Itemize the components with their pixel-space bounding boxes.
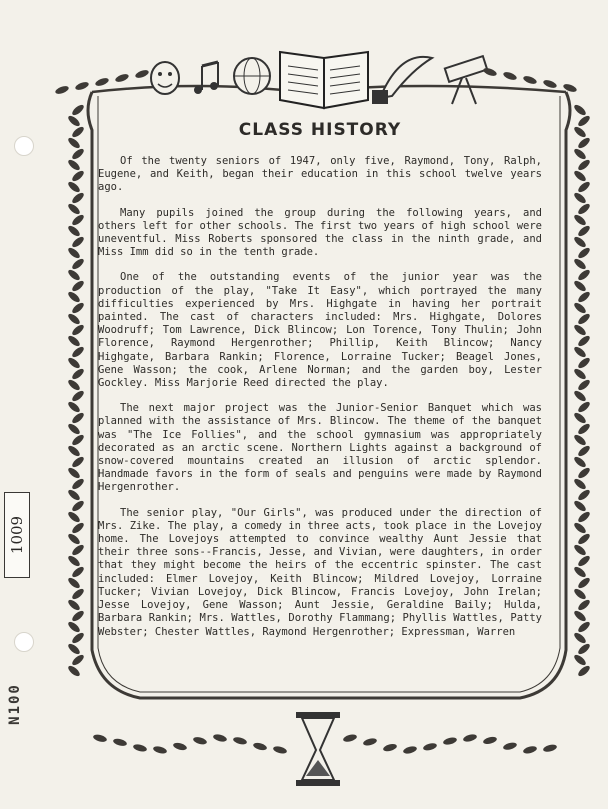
leaf [542, 79, 557, 90]
leaf [577, 576, 592, 590]
leaf [67, 642, 82, 656]
leaf [252, 742, 267, 752]
leaf [71, 191, 86, 205]
leaf [573, 543, 588, 557]
leaf [573, 301, 588, 315]
leaf [71, 345, 86, 359]
leaf [134, 69, 149, 80]
leaf [577, 356, 592, 370]
leaf [67, 378, 82, 392]
leaf [573, 653, 588, 667]
leaf [67, 290, 82, 304]
leaf [71, 565, 86, 579]
leaf [71, 411, 86, 425]
leaf [577, 400, 592, 414]
leaf [573, 499, 588, 513]
history-text [98, 155, 542, 639]
leaf [502, 741, 517, 751]
leaf [67, 576, 82, 590]
leaf [577, 378, 592, 392]
leaf [502, 71, 517, 82]
leaf [342, 733, 357, 743]
leaf [67, 422, 82, 436]
open-book-icon [280, 52, 368, 108]
leaf [382, 743, 397, 753]
leaf [462, 733, 477, 743]
drama-masks-icon [151, 62, 179, 94]
leaf [67, 334, 82, 348]
leaf [573, 125, 588, 139]
leaf [422, 742, 437, 752]
music-notes-icon [194, 62, 218, 94]
paragraph: One of the outstanding events of the junior year was the production of the play, "Take It Easy", which portrayed the many difficulties experienced by Mrs. Highgate in having her portrait painted. The cast of characters included: Mrs. Highgate, Dolores Woodruff; Tom Lawrence, Dick Blincow; Lon Torence, Tony Thulin; John Florence, Raymond Hergenrother; Phillip, Keith Blincow; Nancy Highgate, Barbara Rankin; Florence, Lorraine Tucker; Beagel Jones, Gene Wasson; the cook, Arlene Norman; and the garden boy, Lester Gockley. Miss Marjorie Reed directed the play. [98, 271, 542, 390]
leaf [71, 609, 86, 623]
leaf [92, 733, 107, 743]
leaf [573, 609, 588, 623]
leaf [573, 191, 588, 205]
leaf [67, 180, 82, 194]
margin-code-text: N100 [7, 683, 23, 725]
leaf [573, 345, 588, 359]
leaf [67, 554, 82, 568]
leaf [577, 642, 592, 656]
leaf [114, 73, 129, 84]
leaf [67, 488, 82, 502]
leaf [67, 356, 82, 370]
leaf [577, 554, 592, 568]
leaf [577, 136, 592, 150]
leaf [522, 75, 537, 86]
paragraph: Many pupils joined the group during the following years, and others left for other schools. The first two years of high school were uneventful. Miss Roberts sponsored the class in the ninth grade, and Miss Imm did so in the tenth grade. [98, 206, 542, 259]
leaf [71, 169, 86, 183]
leaf [67, 466, 82, 480]
leaf [577, 532, 592, 546]
leaf [577, 268, 592, 282]
leaf [362, 737, 377, 747]
leaf [71, 235, 86, 249]
paragraph: Of the twenty seniors of 1947, only five, Raymond, Tony, Ralph, Eugene, and Keith, began their education in this school twelve years ago. [98, 155, 542, 194]
leaf [573, 323, 588, 337]
leaf [577, 114, 592, 128]
leaf [573, 103, 588, 117]
leaf [573, 257, 588, 271]
leaf [522, 745, 537, 755]
leaf [67, 246, 82, 260]
leaf [67, 158, 82, 172]
leaf [67, 136, 82, 150]
leaf [232, 736, 247, 746]
leaf [573, 521, 588, 535]
leaf [67, 664, 82, 678]
leaf [212, 733, 227, 743]
leaf [71, 257, 86, 271]
leaf [573, 389, 588, 403]
leaf [71, 477, 86, 491]
leaf [573, 587, 588, 601]
leaf [577, 224, 592, 238]
leaf [71, 499, 86, 513]
leaf [67, 312, 82, 326]
leaf [482, 736, 497, 746]
leaf [577, 334, 592, 348]
leaf [67, 400, 82, 414]
leaf [573, 631, 588, 645]
leaf [67, 224, 82, 238]
leaf [71, 389, 86, 403]
leaf [71, 521, 86, 535]
leaf [573, 565, 588, 579]
leaf [402, 745, 417, 755]
leaf [573, 147, 588, 161]
page-title: CLASS HISTORY [238, 120, 402, 140]
leaf [573, 169, 588, 183]
leaf [542, 743, 557, 753]
leaf [67, 268, 82, 282]
page-number-box [4, 492, 30, 578]
leaf [67, 598, 82, 612]
leaf [577, 664, 592, 678]
leaf [67, 444, 82, 458]
leaf [54, 85, 69, 96]
leaf [71, 631, 86, 645]
leaf [71, 279, 86, 293]
leaf [67, 532, 82, 546]
leaf [71, 543, 86, 557]
leaf [71, 455, 86, 469]
paragraph: The senior play, "Our Girls", was produced under the direction of Mrs. Zike. The play, a comedy in three acts, took place in the Lovejoy home. The Lovejoys attempted to convince wealthy Aunt Jessie that their three sons--Francis, Jesse, and Vivian, were daughters, in order that they might become the heirs of the eccentric spinster. The cast included: Elmer Lovejoy, Keith Blincow; Mildred Lovejoy, Lorraine Tucker; Vivian Lovejoy, Dick Blincow, Francis Lovejoy, John Irelan; Jesse Lovejoy, Gene Wasson; Aunt Jessie, Geraldine Baily; Hulda, Barbara Rankin; Mrs. Wattles, Dorothy Flammang; Phyllis Wattles, Patty Webster; Chester Wattles, Raymond Hergenrother; Expressman, Warren [98, 506, 542, 638]
leaf [71, 125, 86, 139]
leaf [577, 466, 592, 480]
leaf [577, 620, 592, 634]
leaf [577, 312, 592, 326]
telescope-icon [445, 56, 487, 104]
leaf [132, 743, 147, 753]
leaf [71, 213, 86, 227]
leaf [172, 742, 187, 752]
leaf [577, 598, 592, 612]
leaf [192, 736, 207, 746]
leaf [152, 745, 167, 755]
leaf [442, 736, 457, 746]
leaf [94, 77, 109, 88]
leaf [272, 745, 287, 755]
leaf [71, 587, 86, 601]
leaf [577, 488, 592, 502]
hourglass-icon [296, 712, 340, 786]
leaf [71, 103, 86, 117]
leaf [573, 213, 588, 227]
leaf [573, 455, 588, 469]
leaf [67, 510, 82, 524]
leaf [573, 433, 588, 447]
leaf [573, 235, 588, 249]
leaf [71, 147, 86, 161]
leaf [67, 114, 82, 128]
paragraph: The next major project was the Junior-Senior Banquet which was planned with the assistance of Mrs. Blincow. The theme of the banquet was "The Ice Follies", and the school gymnasium was appropriately decorated as an arctic scene. Northern Lights against a background of snow-covered mountains created an illusion of arctic splendor. Handmade favors in the form of seals and penguins were made by Raymond Hergenrother. [98, 402, 542, 494]
leaf [577, 202, 592, 216]
page-number: 1009 [8, 515, 26, 555]
leaf [74, 81, 89, 92]
leaf [71, 323, 86, 337]
globe-icon [234, 58, 270, 94]
leaf [71, 433, 86, 447]
leaf [573, 279, 588, 293]
leaf [67, 202, 82, 216]
leaf [71, 301, 86, 315]
leaf [573, 411, 588, 425]
leaf [577, 444, 592, 458]
leaf [573, 477, 588, 491]
leaf [577, 158, 592, 172]
leaf [577, 180, 592, 194]
leaf [577, 422, 592, 436]
leaf [71, 653, 86, 667]
leaf [67, 620, 82, 634]
quill-inkwell-icon [372, 57, 432, 104]
leaf [577, 510, 592, 524]
leaf [577, 290, 592, 304]
leaf [112, 737, 127, 747]
leaf [577, 246, 592, 260]
leaf [573, 367, 588, 381]
margin-code [4, 672, 26, 736]
leaf [71, 367, 86, 381]
